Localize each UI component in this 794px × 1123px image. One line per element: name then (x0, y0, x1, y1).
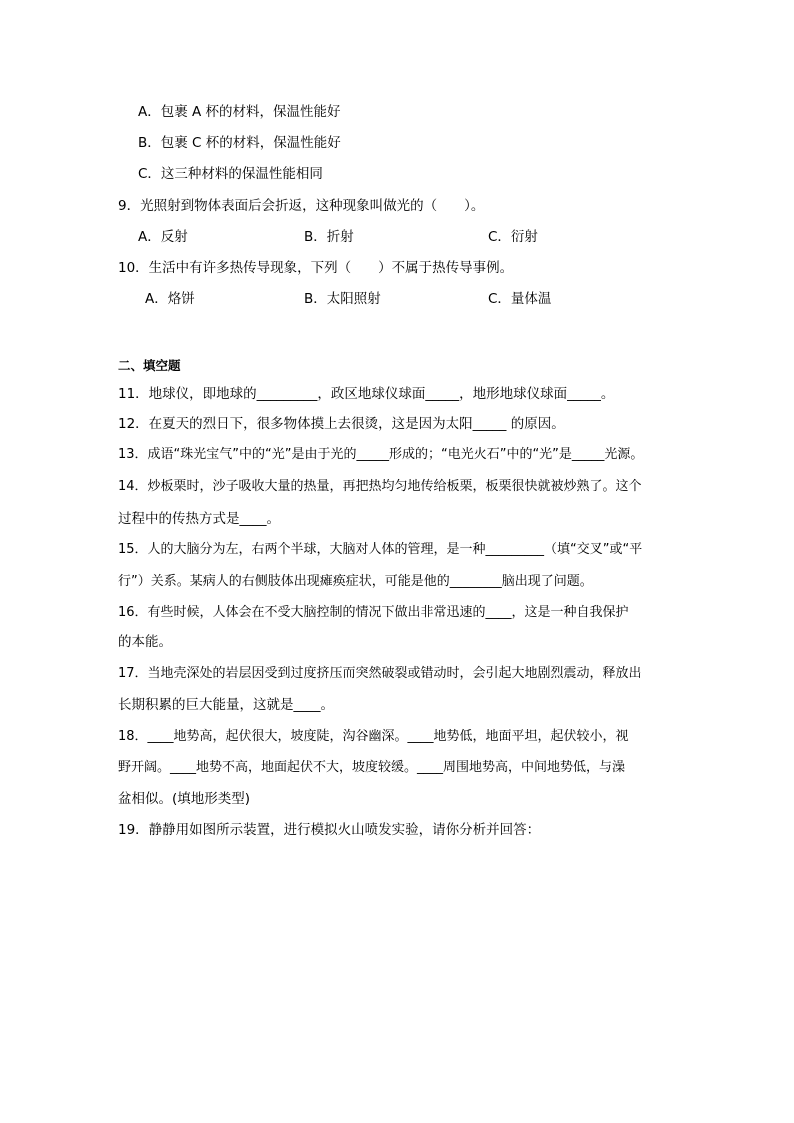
q10-stem: 10．生活中有许多热传导现象，下列（ ）不属于热传导事例。 (118, 260, 514, 276)
section-heading-fill-in: 二、填空题 (118, 358, 181, 373)
q15-stem-line2: 行”）关系。某病人的右侧肢体出现瘫痪症状，可能是他的________脑出现了问题。 (118, 574, 593, 589)
q9-stem: 9．光照射到物体表面后会折返，这种现象叫做光的（ ）。 (118, 198, 485, 214)
q18-stem-line1: 18．____地势高，起伏很大，坡度陡，沟谷幽深。____地势低，地面平坦，起伏较小，视 (118, 729, 629, 744)
q16-stem-line2: 的本能。 (118, 634, 172, 650)
q9-option-c: C．衍射 (488, 229, 538, 245)
q17-stem-line1: 17．当地壳深处的岩层因受到过度挤压而突然破裂或错动时，会引起大地剧烈震动，释放出 (118, 666, 642, 681)
q9-option-a: A．反射 (138, 229, 188, 245)
q8-option-c: C．这三种材料的保温性能相同 (138, 166, 323, 182)
q14-stem-line1: 14．炒板栗时，沙子吸收大量的热量，再把热均匀地传给板栗，板栗很快就被炒熟了。这个 (118, 479, 642, 494)
q18-stem-line3: 盆相似。(填地形类型) (118, 791, 251, 807)
q17-stem-line2: 长期积累的巨大能量，这就是____。 (118, 697, 334, 713)
q13-stem: 13．成语“珠光宝气”中的“光”是由于光的_____形成的；“电光火石”中的“光”是_____光源。 (118, 447, 644, 462)
q14-stem-line2: 过程中的传热方式是____。 (118, 511, 280, 527)
q16-stem-line1: 16．有些时候，人体会在不受大脑控制的情况下做出非常迅速的____，这是一种自我保护 (118, 605, 629, 620)
q15-stem-line1: 15．人的大脑分为左，右两个半球，大脑对人体的管理，是一种_________（填“交叉”或“平 (118, 542, 643, 557)
q19-stem: 19．静静用如图所示装置，进行模拟火山喷发实验，请你分析并回答： (118, 822, 541, 838)
q8-option-a: A．包裹 A 杯的材料，保温性能好 (138, 104, 341, 120)
q9-option-b: B．折射 (304, 229, 354, 245)
q12-stem: 12．在夏天的烈日下，很多物体摸上去很烫，这是因为太阳_____ 的原因。 (118, 416, 565, 432)
q10-option-a: A．烙饼 (145, 291, 195, 307)
q8-option-b: B．包裹 C 杯的材料，保温性能好 (138, 135, 341, 151)
q18-stem-line2: 野开阔。____地势不高，地面起伏不大，坡度较缓。____周围地势高，中间地势低，与澡 (118, 760, 626, 775)
q11-stem: 11．地球仪，即地球的_________，政区地球仪球面_____，地形地球仪球面_____。 (118, 386, 615, 402)
q10-option-c: C．量体温 (488, 291, 552, 307)
q10-option-b: B．太阳照射 (304, 291, 381, 307)
